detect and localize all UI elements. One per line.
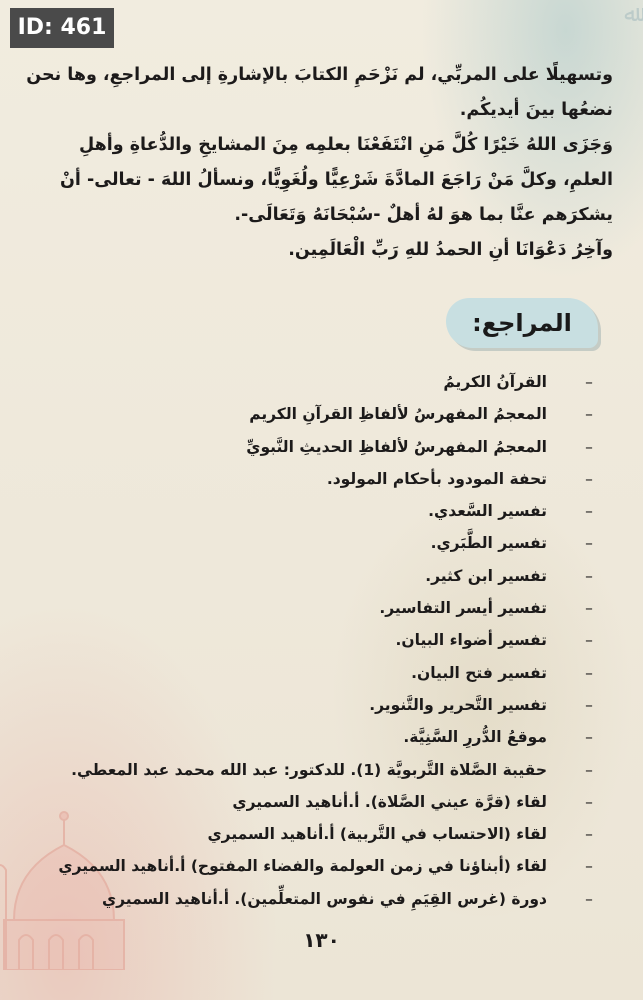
dash-bullet: – (585, 405, 593, 424)
dash-bullet: – (585, 534, 593, 553)
corner-calligraphy-mark: ﷲ (624, 2, 637, 27)
list-item (39, 560, 599, 592)
reference-text: لقاء (أبناؤنا في زمن العولمة والفضاء المفتوح) أ.أناهيد السميري (58, 857, 547, 876)
list-item (39, 463, 599, 495)
list-item (39, 624, 599, 656)
reference-text: تفسير السَّعدي. (428, 502, 547, 521)
reference-text: تفسير التَّحرير والتَّنوير. (369, 695, 547, 714)
list-item (39, 495, 599, 527)
list-item (39, 786, 599, 818)
reference-text: تفسير أضواء البيان. (395, 631, 547, 650)
intro-paragraph-1: وتسهيلًا على المربِّي، لم نَزْحَمِ الكتابَ بالإشارةِ إلى المراجعِ، وها نحن نضعُها بينَ أيديكُم. (26, 65, 613, 120)
list-item (39, 527, 599, 559)
list-item (39, 818, 599, 850)
reference-text: دورة (غرس القِيَمِ في نفوس المتعلِّمين). أ.أناهيد السميري (101, 889, 547, 908)
dash-bullet: – (585, 469, 593, 488)
intro-paragraph-2: وَجَزَى اللهُ خَيْرًا كُلَّ مَنِ انْتَفَعْنَا بعلمِه مِنَ المشايخِ والدُّعاةِ وأهلِ العلمِ، وكلَّ مَنْ رَاجَعَ المادَّةَ شَرْعِيًّا ولُغَوِيًّا، ونسألُ اللهَ - تعالى- أنْ يشكرَهم عنَّا بما هوَ لهُ أهلٌ -سُبْحَانَهُ وَتَعَالَى-. (59, 135, 613, 225)
dash-bullet: – (585, 437, 593, 456)
list-item (39, 592, 599, 624)
reference-text: لقاء (الاحتساب في التَّربية) أ.أناهيد السميري (207, 825, 547, 844)
list-item (39, 721, 599, 753)
dash-bullet: – (585, 857, 593, 876)
reference-text: تحفة المودود بأحكام المولود. (326, 469, 547, 488)
dash-bullet: – (585, 663, 593, 682)
id-badge: ID: 461 (10, 8, 114, 48)
dash-bullet: – (585, 695, 593, 714)
reference-text: المعجمُ المفهرسُ لألفاظِ الحديثِ النَّبويِّ (246, 437, 547, 456)
list-item (39, 689, 599, 721)
list-item (39, 431, 599, 463)
dash-bullet: – (585, 825, 593, 844)
intro-text (25, 58, 613, 268)
list-item (39, 883, 599, 915)
references-heading-text: المراجع: (472, 309, 572, 337)
dash-bullet: – (585, 502, 593, 521)
reference-text: لقاء (قرَّة عيني الصَّلاة). أ.أناهيد السميري (232, 792, 547, 811)
dash-bullet: – (585, 760, 593, 779)
dash-bullet: – (585, 889, 593, 908)
list-item (39, 754, 599, 786)
page-number: ١٣٠ (303, 928, 340, 952)
reference-text: موقعُ الدُّررِ السَّنِيَّة. (403, 728, 547, 747)
list-item (39, 657, 599, 689)
dash-bullet: – (585, 631, 593, 650)
dash-bullet: – (585, 792, 593, 811)
reference-text: تفسير الطَّبَري. (430, 534, 547, 553)
reference-text: حقيبة الصَّلاة التَّربويَّة (1). للدكتور: عبد الله محمد عبد المعطي. (71, 760, 547, 779)
dash-bullet: – (585, 728, 593, 747)
reference-text: تفسير ابن كثير. (425, 566, 547, 585)
reference-text: المعجمُ المفهرسُ لألفاظِ القرآنِ الكريم (249, 405, 547, 424)
reference-text: تفسير أيسر التفاسير. (379, 599, 547, 618)
references-heading (446, 298, 598, 348)
reference-text: القرآنُ الكريمُ (443, 373, 547, 391)
list-item (39, 398, 599, 430)
dash-bullet: – (585, 566, 593, 585)
reference-text: تفسير فتح البيان. (411, 663, 547, 682)
list-item (39, 366, 599, 398)
references-list (39, 366, 599, 915)
dash-bullet: – (585, 373, 593, 391)
dash-bullet: – (585, 599, 593, 618)
list-item (39, 850, 599, 882)
intro-paragraph-3: وآخِرُ دَعْوَانَا أنِ الحمدُ للهِ رَبِّ الْعَالَمِين. (288, 240, 613, 260)
